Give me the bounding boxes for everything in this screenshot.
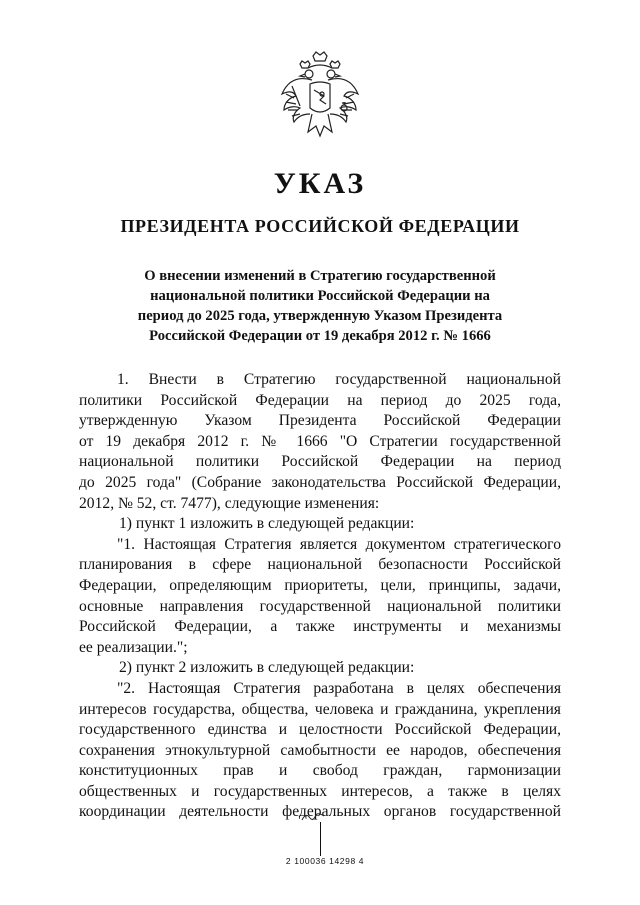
decree-body [79,370,561,823]
body-line: общественных и государственных интересов, а также в целях [79,782,561,800]
body-line: 2012, № 52, ст. 7477), следующие изменения: [79,494,380,512]
body-line: Российской Федерации, а также инструменты и механизмы [79,618,561,636]
body-line: интересов государства, общества, человека и гражданина, укрепления [79,700,561,718]
body-line: 1. Внести в Стратегию государственной национальной [117,371,561,388]
barcode-bars [278,822,372,856]
body-line: 1) пункт 1 изложить в следующей редакции: [119,515,415,533]
body-line: государственного единства и целостности Российской Федерации, [79,721,561,739]
barcode-number: 2 100036 14298 4 [285,856,365,866]
body-line: конституционных прав и свобод граждан, гармонизации [79,762,561,780]
body-line: Федерации, определяющим приоритеты, цели, принципы, задачи, [79,576,561,594]
signature-mark-icon [300,812,326,822]
body-line: политики Российской Федерации на период до 2025 года, [79,391,561,409]
body-line: от 19 декабря 2012 г. № 1666 "О Стратегии государственной [79,432,561,450]
body-line: национальной политики Российской Федерации на период [79,453,561,471]
body-line: утвержденную Указом Президента Российской Федерации [79,412,561,430]
heading-line: О внесении изменений в Стратегию государственной [144,268,496,284]
body-line: сохранения этнокультурной самобытности ее народов, обеспечения [79,741,561,759]
barcode [270,816,380,866]
body-line: до 2025 года" (Собрание законодательства Российской Федерации, [79,473,561,491]
body-line: планирования в сфере национальной безопасности Российской [79,556,561,574]
body-line: "1. Настоящая Стратегия является документом стратегического [117,535,561,553]
body-line: основные направления государственной национальной политики [79,597,561,615]
body-line: 2) пункт 2 изложить в следующей редакции: [119,659,415,677]
heading-line: Российской Федерации от 19 декабря 2012 г. № 1666 [149,328,491,344]
document-subtitle: ПРЕЗИДЕНТА РОССИЙСКОЙ ФЕДЕРАЦИИ [120,216,520,236]
heading-line: национальной политики Российской Федерации на [150,288,490,304]
document-title: УКАЗ [273,167,367,200]
body-line: ее реализации."; [79,638,188,656]
decree-heading [100,266,540,346]
coat-of-arms-emblem [278,50,362,146]
body-line: координации деятельности федеральных органов государственной [79,803,561,821]
body-line: "2. Настоящая Стратегия разработана в целях обеспечения [117,679,561,697]
heading-line: период до 2025 года, утвержденную Указом Президента [137,308,503,324]
